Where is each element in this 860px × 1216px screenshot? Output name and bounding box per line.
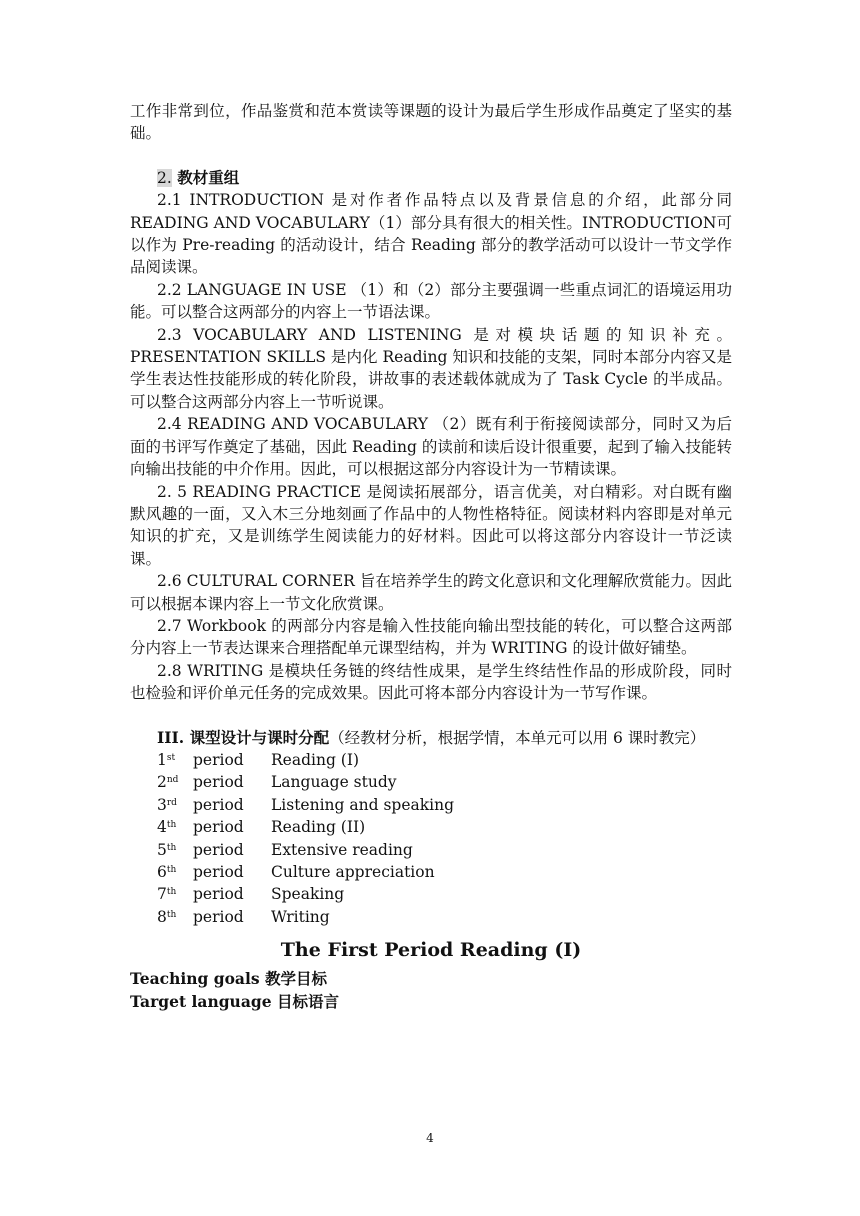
list-item: 7th period Speaking — [157, 885, 345, 904]
page-number: 4 — [426, 1131, 434, 1145]
section-3-note: （经教材分析，根据学情，本单元可以用 6 课时教完） — [329, 728, 706, 747]
section-2-heading — [130, 167, 732, 189]
period-list — [130, 749, 732, 928]
teaching-goals-label: Teaching goals 教学目标 — [130, 969, 327, 989]
section-3-number: III. — [157, 727, 185, 747]
paragraph-2-5: 2. 5 READING PRACTICE 是阅读拓展部分，语言优美，对白精彩。对白既有幽默风趣的一面，又入木三分地刻画了作品中的人物性格特征。阅读材料内容即是对单元知识的扩充，又是训练学生阅读能力的好材料。因此可以将这部分内容设计一节泛读课。 — [130, 482, 732, 568]
paragraph-2-8: 2.8 WRITING 是模块任务链的终结性成果，是学生终结性作品的形成阶段，同时也检验和评价单元任务的完成效果。因此可将本部分内容设计为一节写作课。 — [130, 661, 732, 703]
section-3-heading — [130, 727, 732, 749]
target-language-label: Target language 目标语言 — [130, 991, 339, 1011]
document-page — [130, 100, 732, 1013]
paragraph-2-4: 2.4 READING AND VOCABULARY （2）既有利于衔接阅读部分，同时又为后面的书评写作奠定了基础，因此 Reading 的读前和读后设计很重要，起到了输入技能转向输出技能的中介作用。因此，可以根据这部分内容设计为一节精读课。 — [130, 415, 732, 479]
paragraph-2-3: 2.3 VOCABULARY AND LISTENING 是对模块话题的知识补充。PRESENTATION SKILLS 是内化 Reading 知识和技能的支架，同时本部分内容又是学生表达性技能形成的转化阶段，讲故事的表述载体就成为了 Task Cycle 的半成品。可以整合这两部分内容上一节听说课。 — [130, 325, 732, 411]
list-item: 6th period Culture appreciation — [157, 863, 435, 881]
period-title: The First Period Reading (I) — [280, 939, 582, 962]
list-item: 8th period Writing — [157, 907, 330, 926]
intro-paragraph: 工作非常到位，作品鉴赏和范本赏读等课题的设计为最后学生形成作品奠定了坚实的基础。 — [130, 102, 732, 143]
paragraph-2-1: 2.1 INTRODUCTION 是对作者作品特点以及背景信息的介绍，此部分同READING AND VOCABULARY（1）部分具有很大的相关性。INTRODUCTION可以作为 Pre-reading 的活动设计，结合 Reading 部分的教学活动可以设计一节文学作品阅读课。 — [130, 191, 732, 277]
paragraph-2-2: 2.2 LANGUAGE IN USE （1）和（2）部分主要强调一些重点词汇的语境运用功能。可以整合这两部分的内容上一节语法课。 — [130, 280, 732, 322]
list-item: 4th period Reading (II) — [157, 818, 366, 837]
list-item: 5th period Extensive reading — [157, 840, 413, 859]
paragraph-2-6: 2.6 CULTURAL CORNER 旨在培养学生的跨文化意识和文化理解欣赏能力。因此可以根据本课内容上一节文化欣赏课。 — [130, 572, 732, 613]
list-item: 1st period Reading (I) — [157, 750, 360, 769]
paragraph-2-7: 2.7 Workbook 的两部分内容是输入性技能向输出型技能的转化，可以整合这两部分内容上一节表达课来合理搭配单元课型结构，并为 WRITING 的设计做好铺垫。 — [130, 616, 732, 658]
section-3-title: 课型设计与课时分配 — [189, 727, 330, 747]
section-2-number: 2. — [157, 168, 172, 187]
list-item: 3rd period Listening and speaking — [157, 795, 454, 814]
list-item: 2nd period Language study — [157, 773, 397, 792]
section-2-title: 教材重组 — [177, 167, 240, 187]
